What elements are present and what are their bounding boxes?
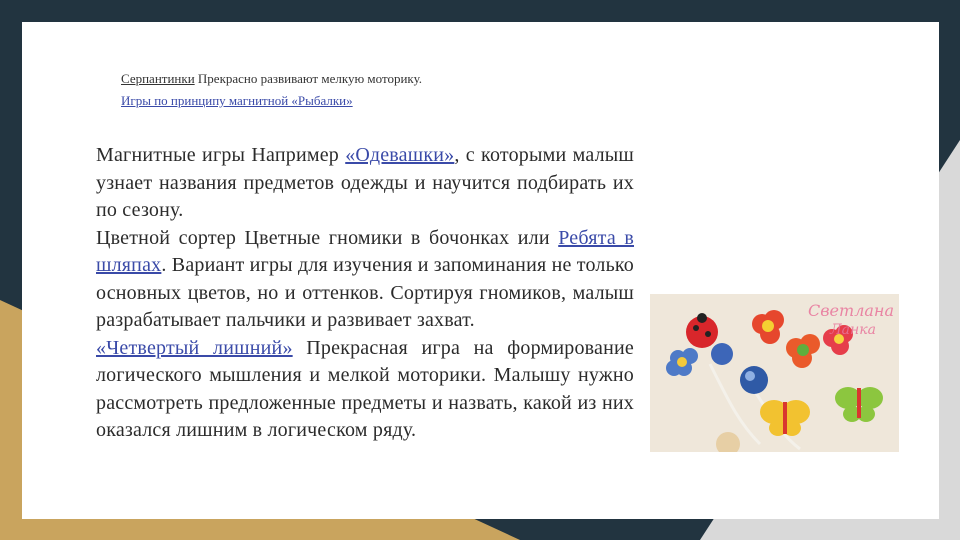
paragraph-color-sorter — [96, 225, 634, 335]
watermark-text: Светлана — [808, 301, 894, 320]
rebyata-v-shlyapah-link[interactable]: Ребята в шляпах — [96, 226, 634, 276]
top-link-line-1 — [121, 68, 641, 90]
paragraph-1-text-start: Магнитные игры Например — [96, 144, 346, 166]
chetvertyi-lishniy-link[interactable]: «Четвертый лишний» — [96, 336, 293, 359]
serpantinki-link[interactable]: Серпантинки — [121, 71, 195, 86]
svg-text:Ланка: Ланка — [830, 322, 876, 338]
odevashki-link[interactable]: «Одевашки» — [345, 144, 455, 166]
paragraph-magnetic-games — [96, 142, 634, 225]
toys-illustration — [650, 294, 899, 452]
top-link-line-2 — [121, 90, 641, 112]
magnetic-toys-photo — [650, 294, 899, 452]
paragraph-2-text-start: Цветной сортер Цветные гномики в бочонках или — [96, 226, 559, 249]
magnetic-fishing-link[interactable]: Игры по принципу магнитной «Рыбалки» — [121, 93, 353, 108]
top-links-block — [121, 68, 641, 112]
paragraph-2-text-end: . Вариант игры для изучения и запоминания не только основных цветов, но и оттенков. Сортируя гномиков, малыш разрабатывает пальчики и развивает захват. — [96, 254, 634, 331]
paragraph-3-text: Прекрасная игра на формирование логического мышления и мелкой моторики. Малышу нужно рассмотреть предложенные предметы и назвать, какой из них оказался лишним в логическом ряду. — [96, 336, 634, 441]
paragraph-1-text-end: , с которыми малыш узнает названия предметов одежды и научится подбирать их по сезону. — [96, 144, 634, 221]
paragraph-odd-one-out — [96, 335, 634, 445]
serpantinki-description: Прекрасно развивают мелкую моторику. — [194, 71, 423, 86]
body-text — [96, 142, 634, 445]
